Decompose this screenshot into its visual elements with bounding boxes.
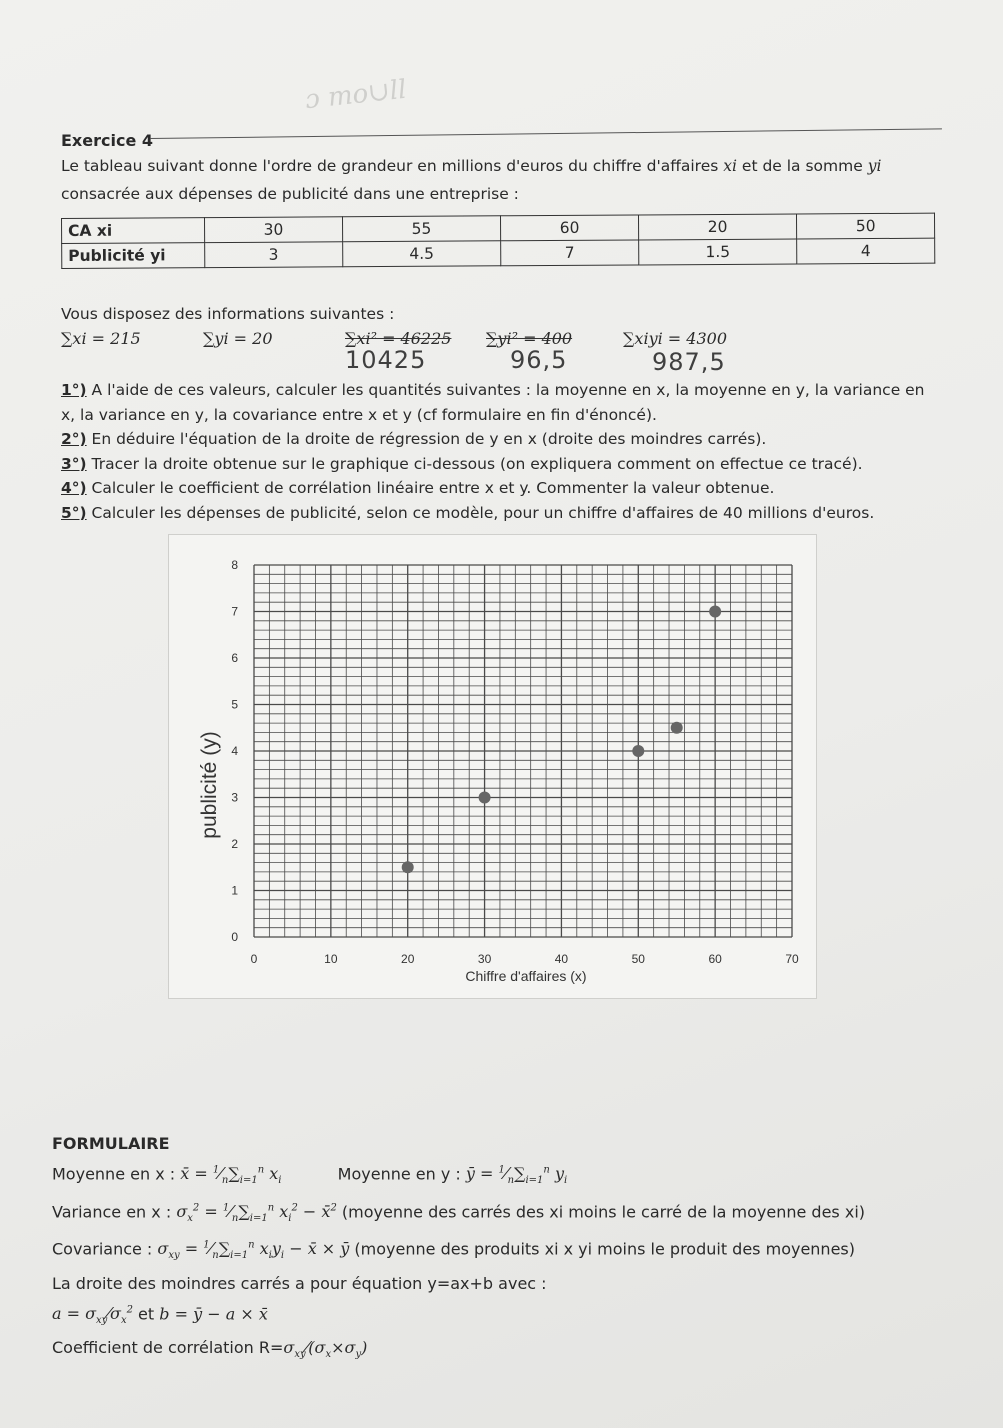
- formula-means: [52, 1157, 952, 1195]
- x-tick-label: 70: [785, 952, 799, 966]
- intro-yi: yi: [867, 157, 882, 175]
- table-row-publicite: [62, 238, 935, 268]
- variance-x-formula: $\sigma_x^2$ = $^1⁄_n\sum_{i=1}^n$ $x_i^2$ − x̄$^2$: [176, 1201, 337, 1225]
- row-label-ca: CA xi: [62, 218, 205, 244]
- correlation-formula: $\sigma_{xy}⁄(\sigma_x\times\sigma_y)$: [283, 1338, 368, 1361]
- variance-x-note: (moyenne des carrés des xi moins le carré de la moyenne des xi): [341, 1201, 866, 1221]
- mean-x-label: Moyenne en x :: [52, 1164, 176, 1184]
- scatter-chart: [169, 535, 816, 998]
- exercise-title: Exercice 4: [61, 131, 153, 150]
- table-cell: 20: [638, 214, 797, 240]
- intro-part2: et de la somme: [741, 157, 863, 175]
- y-tick-label: 6: [231, 651, 238, 665]
- slope-formula: $a = \sigma_{xy}⁄\sigma_x^2$: [52, 1303, 133, 1327]
- table-cell: 55: [342, 216, 501, 242]
- mean-x-formula: x̄ = $^1⁄_n\sum_{i=1}^n$ $x_i$: [180, 1164, 282, 1187]
- table-cell: 7: [501, 240, 639, 266]
- x-tick-label: 30: [477, 952, 492, 966]
- y-tick-label: 0: [231, 930, 238, 944]
- y-tick-label: 2: [231, 837, 238, 851]
- y-tick-label: 8: [231, 558, 238, 572]
- formula-correlation: [52, 1334, 952, 1368]
- data-point: [479, 792, 491, 804]
- question-item: [61, 501, 941, 526]
- question-item: [61, 427, 941, 452]
- formulary: [52, 1130, 952, 1368]
- row-label-publicite: Publicité yi: [62, 243, 205, 269]
- y-tick-label: 3: [231, 790, 238, 805]
- question-number: 5°): [61, 503, 87, 522]
- data-point: [402, 861, 414, 873]
- covariance-formula: $\sigma_{xy}$ = $^1⁄_n\sum_{i=1}^n$ $x_iy_i$ − x̄ × ȳ: [157, 1239, 350, 1262]
- data-point: [709, 606, 721, 618]
- x-tick-label: 20: [401, 952, 415, 966]
- x-tick-label: 0: [250, 952, 258, 966]
- question-item: [61, 476, 941, 501]
- question-text: Tracer la droite obtenue sur le graphique ci-dessous (on expliquera comment on effectue ce tracé).: [86, 454, 863, 473]
- y-tick-label: 4: [231, 744, 238, 758]
- info-title: Vous disposez des informations suivantes :: [61, 305, 395, 323]
- table-cell: 4.5: [342, 241, 501, 267]
- mean-y-label: Moyenne en y :: [337, 1164, 461, 1184]
- question-text: A l'aide de ces valeurs, calculer les quantités suivantes : la moyenne en x, la moyenne en y, la variance en x, la variance en y, la covariance entre x et y (cf formulaire en fin d'énoncé).: [61, 381, 925, 424]
- question-number: 4°): [61, 479, 87, 497]
- pencil-scribble: ɔ mo∪ll: [303, 74, 408, 116]
- intro-part3: consacrée aux dépenses de publicité dans une entreprise :: [61, 185, 519, 203]
- table-cell: 1.5: [638, 239, 797, 265]
- question-number: 2°): [61, 430, 87, 448]
- question-text: Calculer le coefficient de corrélation linéaire entre x et y. Commenter la valeur obtenue.: [86, 479, 775, 497]
- question-text: En déduire l'équation de la droite de régression de y en x (droite des moindres carrés).: [86, 430, 767, 448]
- chart-frame: [168, 534, 817, 999]
- data-point: [671, 722, 683, 734]
- sum-y: ∑yi = 20: [203, 329, 273, 348]
- correlation-label: Coefficient de corrélation R=: [52, 1338, 284, 1358]
- question-number: 1°): [61, 381, 87, 399]
- formula-line-text: La droite des moindres carrés a pour équation y=ax+b avec :: [52, 1273, 547, 1293]
- table-cell: 50: [797, 213, 935, 239]
- variance-x-label: Variance en x :: [52, 1201, 172, 1221]
- formulary-title: FORMULAIRE: [52, 1134, 170, 1153]
- x-tick-label: 50: [631, 952, 645, 966]
- intro-text: [61, 152, 941, 208]
- formula-covariance: [52, 1232, 952, 1270]
- handwritten-xy: 987,5: [652, 348, 726, 376]
- covariance-note: (moyenne des produits xi x yi moins le produit des moyennes): [354, 1239, 855, 1259]
- table-cell: 3: [205, 242, 343, 268]
- mean-y-formula: ȳ = $^1⁄_n\sum_{i=1}^n$ $y_i$: [465, 1164, 568, 1187]
- handwritten-y2: 96,5: [510, 346, 568, 374]
- table-cell: 4: [797, 238, 935, 264]
- question-item: [61, 378, 941, 427]
- question-text: Calculer les dépenses de publicité, selon ce modèle, pour un chiffre d'affaires de 40 millions d'euros.: [86, 503, 875, 522]
- x-tick-label: 60: [708, 952, 722, 966]
- question-item: [61, 452, 941, 477]
- question-number: 3°): [61, 454, 87, 473]
- data-table: [61, 213, 935, 269]
- intro-xi: xi: [723, 157, 737, 175]
- formula-variance: [52, 1195, 952, 1233]
- data-point: [632, 745, 644, 757]
- table-cell: 60: [501, 215, 639, 241]
- x-axis-label: Chiffre d'affaires (x): [465, 968, 587, 984]
- questions-list: [61, 378, 941, 525]
- table-cell: 30: [205, 217, 343, 243]
- handwritten-x2: 10425: [345, 346, 427, 374]
- y-tick-label: 7: [231, 604, 238, 619]
- sum-x: ∑xi = 215: [61, 329, 141, 348]
- chart-grid: [254, 565, 792, 937]
- covariance-label: Covariance :: [52, 1239, 153, 1259]
- y-tick-label: 5: [231, 697, 238, 712]
- ab-join: et: [138, 1303, 155, 1323]
- sum-x2: ∑xi² = 46225: [345, 329, 452, 348]
- y-tick-label: 1: [231, 883, 238, 898]
- y-axis-label: publicité (y): [198, 731, 221, 839]
- sum-xy: ∑xiyi = 4300: [623, 329, 728, 348]
- x-tick-label: 10: [324, 952, 338, 966]
- x-tick-label: 40: [554, 952, 569, 966]
- formula-a-b: [52, 1297, 952, 1335]
- intro-part1: Le tableau suivant donne l'ordre de grandeur en millions d'euros du chiffre d'affaires: [61, 157, 719, 175]
- sum-y2: ∑yi² = 400: [486, 329, 573, 348]
- intercept-formula: b = ȳ − a × x̄: [159, 1303, 268, 1323]
